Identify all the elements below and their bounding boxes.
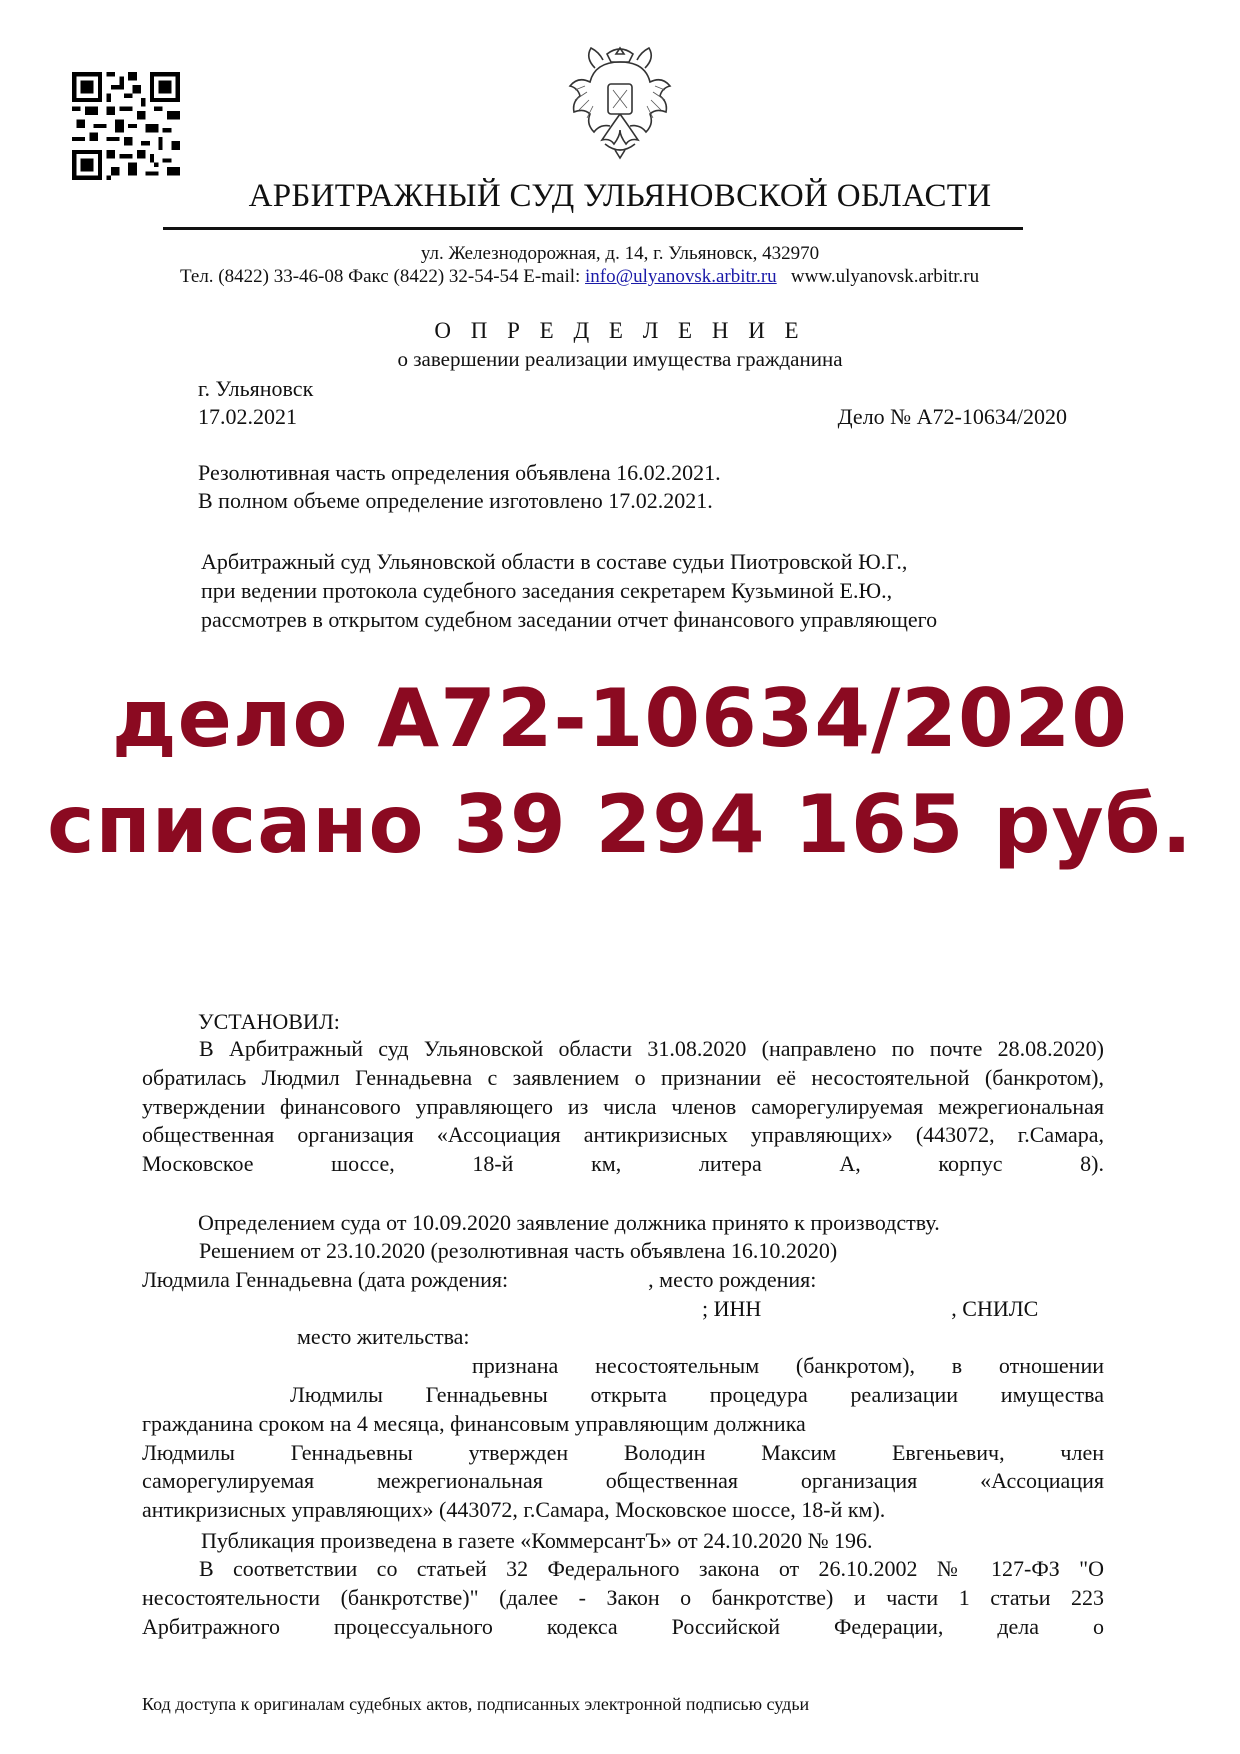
website-text: www.ulyanovsk.arbitr.ru (790, 266, 980, 287)
intro-line-3: рассмотрев в открытом судебном заседании отчет финансового управляющего (201, 607, 938, 632)
phone-fax-text: Тел. (8422) 33-46-08 Факс (8422) 32-54-54 E-mail: (180, 266, 581, 287)
resolution-line-2: В полном объеме определение изготовлено 17.02.2021. (198, 488, 713, 513)
banner-case-number: дело А72-10634/2020 (112, 672, 1128, 765)
body-paragraph-5 (142, 1555, 1104, 1641)
body-paragraph-4: Публикация произведена в газете «КоммерсантЪ» от 24.10.2020 № 196. (201, 1528, 873, 1553)
body-paragraph-2: Определением суда от 10.09.2020 заявление должника принято к производству. (198, 1210, 940, 1235)
p3-line-1: Решением от 23.10.2020 (резолютивная часть объявлена 16.10.2020) (199, 1238, 838, 1263)
case-number: Дело № А72-10634/2020 (837, 404, 1067, 429)
coat-of-arms-emblem-icon (565, 40, 675, 162)
p3-line-2 (142, 1266, 1104, 1295)
p3-line-10: антикризисных управляющих» (443072, г.Самара, Московское шоссе, 18-й км). (142, 1497, 886, 1523)
court-name-heading: АРБИТРАЖНЫЙ СУД УЛЬЯНОВСКОЙ ОБЛАСТИ (248, 178, 992, 214)
p3-line-4: место жительства: (297, 1324, 470, 1350)
p3-line-3-part-a: ; ИНН (702, 1295, 762, 1321)
p3-line-9: саморегулируемая межрегиональная общественная организация «Ассоциация (142, 1468, 1104, 1494)
court-address: ул. Железнодорожная, д. 14, г. Ульяновск, 432970 (420, 243, 820, 264)
p3-line-3 (142, 1295, 1104, 1324)
document-city: г. Ульяновск (198, 376, 314, 401)
p3-line-5: признана несостоятельным (банкротом), в отношении (472, 1353, 1104, 1379)
court-contacts (180, 266, 979, 288)
body-paragraph-3 (142, 1237, 1104, 1525)
p3-line-2-part-b: , место рождения: (648, 1266, 817, 1292)
intro-line-1: Арбитражный суд Ульяновской области в составе судьи Пиотровской Ю.Г., (201, 549, 908, 574)
intro-line-2: при ведении протокола судебного заседания секретарем Кузьминой Е.Ю., (201, 578, 893, 603)
p5-line-2: несостоятельности (банкротстве)" (далее - Закон о банкротстве) и части 1 статьи 223 (142, 1584, 1104, 1610)
p3-line-6: Людмилы Геннадьевны открыта процедура реализации имущества (290, 1381, 1104, 1407)
p3-line-7: гражданина сроком на 4 месяца, финансовым управляющим должника (142, 1410, 806, 1436)
footer-access-code-text: Код доступа к оригиналам судебных актов, подписанных электронной подписью судьи (142, 1694, 810, 1714)
p3-line-2-part-a: Людмила Геннадьевна (дата рождения: (142, 1266, 509, 1292)
email-link[interactable]: info@ulyanovsk.arbitr.ru (585, 266, 777, 287)
document-type-title: О П Р Е Д Е Л Е Н И Е (434, 318, 806, 343)
body-paragraph-1: В Арбитражный суд Ульяновской области 31.08.2020 (направлено по почте 28.08.2020) обратилась Людмил Геннадьевна с заявлением о признании её несостоятельной (банкротом), утверждении финансового управляющего из числа членов саморегулируемая межрегиональная общественная организация «Ассоциация антикризисных управляющих» (443072, г.Самара, Московское шоссе, 18-й км, литера А, корпус 8). (142, 1036, 1104, 1177)
header-divider (163, 227, 1023, 230)
banner-written-off-amount: списано 39 294 165 руб. (47, 778, 1193, 871)
p5-line-1: В соответствии со статьей 32 Федерального закона от 26.10.2002 № 127-ФЗ "О (199, 1556, 1104, 1581)
document-date: 17.02.2021 (198, 404, 297, 429)
resolution-line-1: Резолютивная часть определения объявлена 16.02.2021. (198, 460, 721, 485)
document-subtitle: о завершении реализации имущества гражданина (397, 347, 843, 371)
qr-code-icon (72, 72, 180, 180)
p3-line-3-part-b: , СНИЛС (951, 1295, 1039, 1321)
established-heading: УСТАНОВИЛ: (198, 1009, 340, 1034)
p5-line-3: Арбитражного процессуального кодекса Российской Федерации, дела о (142, 1613, 1104, 1639)
p3-line-8: Людмилы Геннадьевны утвержден Володин Максим Евгеньевич, член (142, 1439, 1104, 1465)
